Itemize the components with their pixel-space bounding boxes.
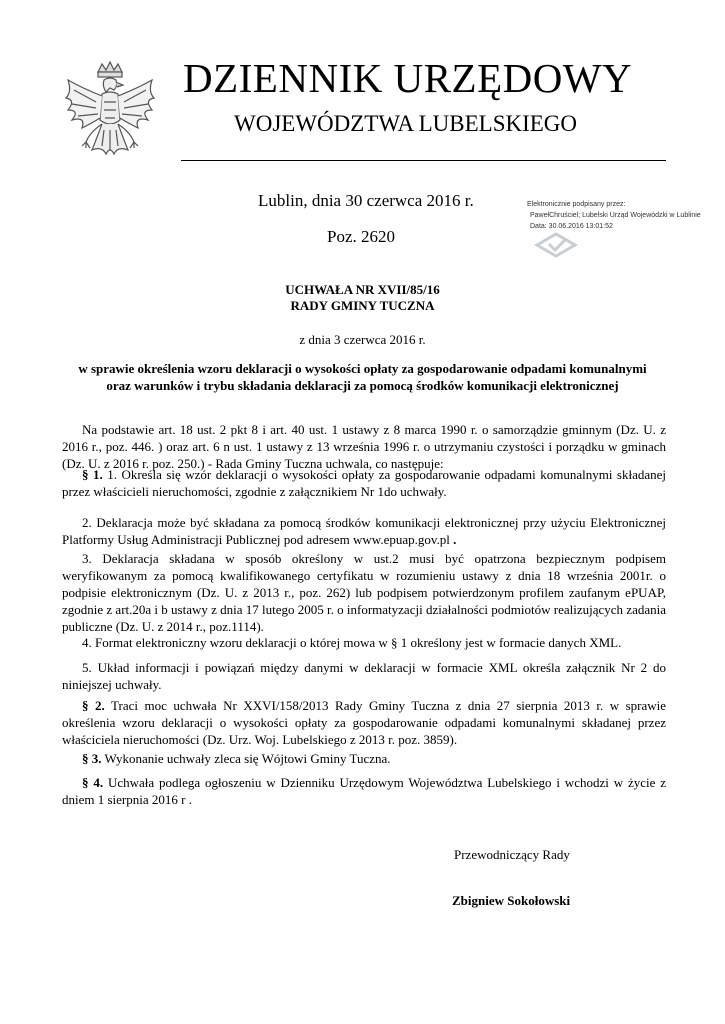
polish-eagle-emblem	[60, 58, 160, 170]
point-3-text: 3. Deklaracja składana w sposób określony w ust.2 musi być opatrzona bezpiecznym podpisem weryfikowanym za pomocą kwalifikowanego certyfikatu w rozumieniu ustawy z dnia 18 września 2001r. o podpisie elektronicznym (Dz. U. z 2013 r., poz. 262) lub podpisem potwierdzonym profilem zaufanym ePUAP, zgodnie z art.20a i b ustawy z dnia 17 lutego 2005 r. o informatyzacji działalności podmiotów realizujących zadania publiczne (Dz. U. z 2014 r., poz.1114).	[62, 551, 666, 634]
section-1-point-5	[62, 659, 666, 693]
section-4-mark: § 4.	[82, 775, 104, 790]
header-divider	[181, 160, 666, 161]
resolution-title	[0, 282, 725, 314]
resolution-body: RADY GMINY TUCZNA	[290, 298, 435, 313]
point-5-text: 5. Układ informacji i powiązań między danymi w deklaracji w formacie XML określa załącznik Nr 2 do niniejszej uchwały.	[62, 660, 666, 692]
publication-title: DZIENNIK URZĘDOWY	[183, 55, 633, 101]
section-1-text: 1. Określa się wzór deklaracji o wysokości opłaty za gospodarowanie odpadami komunalnymi składanej przez właścicieli nieruchomości, zgodnie z załącznikiem Nr 1do uchwały.	[62, 467, 667, 499]
section-1-point-4	[62, 634, 666, 651]
section-2-mark: § 2.	[82, 698, 105, 713]
section-1-paragraph	[62, 466, 666, 500]
point-4-text: 4. Format elektroniczny wzoru deklaracji o której mowa w § 1 określony jest w formacie danych XML.	[82, 635, 622, 650]
chairman-title: Przewodniczący Rady	[454, 847, 570, 862]
section-4-text: Uchwała podlega ogłoszeniu w Dzienniku Urzędowym Województwa Lubelskiego i wchodzi w życie z dniem 1 sierpnia 2016 r .	[62, 775, 666, 807]
section-2-text: Traci moc uchwała Nr XXVI/158/2013 Rady Gminy Tuczna z dnia 27 sierpnia 2013 r. w sprawie określenia wzoru deklaracji o wysokości opłaty za gospodarowanie odpadami komunalnymi składanej przez właściciela nieruchomości (Dz. Urz. Woj. Lubelskiego z 2013 r. poz. 3859).	[62, 698, 667, 747]
section-1-point-3	[62, 550, 666, 635]
resolution-subject	[0, 360, 725, 394]
publication-dateline: Lublin, dnia 30 czerwca 2016 r.	[258, 191, 474, 210]
preamble-text: Na podstawie art. 18 ust. 2 pkt 8 i art. 40 ust. 1 ustawy z 8 marca 1990 r. o samorządzie gminnym (Dz. U. z 2016 r., poz. 446. ) oraz art. 6 n ust. 1 ustawy z 13 września 1996 r. o utrzymaniu czystości i porządku w gminach (Dz. U. z 2016 r. poz. 250.) - Rada Gminy Tuczna uchwala, co następuje:	[62, 422, 666, 471]
section-3-paragraph	[62, 750, 666, 767]
signature-line-3: Data: 30.06.2016 13:01:52	[530, 223, 613, 230]
signature-check-icon	[533, 230, 579, 260]
section-3-mark: § 3.	[82, 751, 102, 766]
publication-subtitle: WOJEWÓDZTWA LUBELSKIEGO	[234, 111, 578, 136]
preamble-paragraph	[62, 421, 666, 472]
section-1-point-2	[62, 514, 666, 548]
resolution-subject-line-1: w sprawie określenia wzoru deklaracji o wysokości opłaty za gospodarowanie odpadami komunalnymi	[78, 361, 647, 376]
signature-line-1: Elektronicznie podpisany przez:	[527, 201, 626, 208]
position-number: Poz. 2620	[327, 227, 395, 246]
resolution-number: UCHWAŁA NR XVII/85/16	[285, 282, 440, 297]
section-1-mark: § 1.	[82, 467, 103, 482]
resolution-subject-line-2: oraz warunków i trybu składania deklaracji za pomocą środków komunikacji elektronicznej	[106, 378, 619, 393]
point-2-end: .	[449, 532, 457, 547]
section-2-paragraph	[62, 697, 666, 748]
electronic-signature-info	[527, 199, 701, 232]
point-2-text: 2. Deklaracja może być składana za pomocą środków komunikacji elektronicznej przy użyciu Elektronicznej Platformy Usług Administracji Publicznej pod adresem www.epuap.gov.pl	[62, 515, 666, 547]
chairman-name: Zbigniew Sokołowski	[452, 893, 571, 908]
resolution-date: z dnia 3 czerwca 2016 r.	[299, 332, 426, 347]
section-3-text: Wykonanie uchwały zleca się Wójtowi Gminy Tuczna.	[101, 751, 391, 766]
signature-line-2: PawełChruściel; Lubelski Urząd Wojewódzki w Lublinie	[530, 212, 701, 219]
section-4-paragraph	[62, 774, 666, 808]
